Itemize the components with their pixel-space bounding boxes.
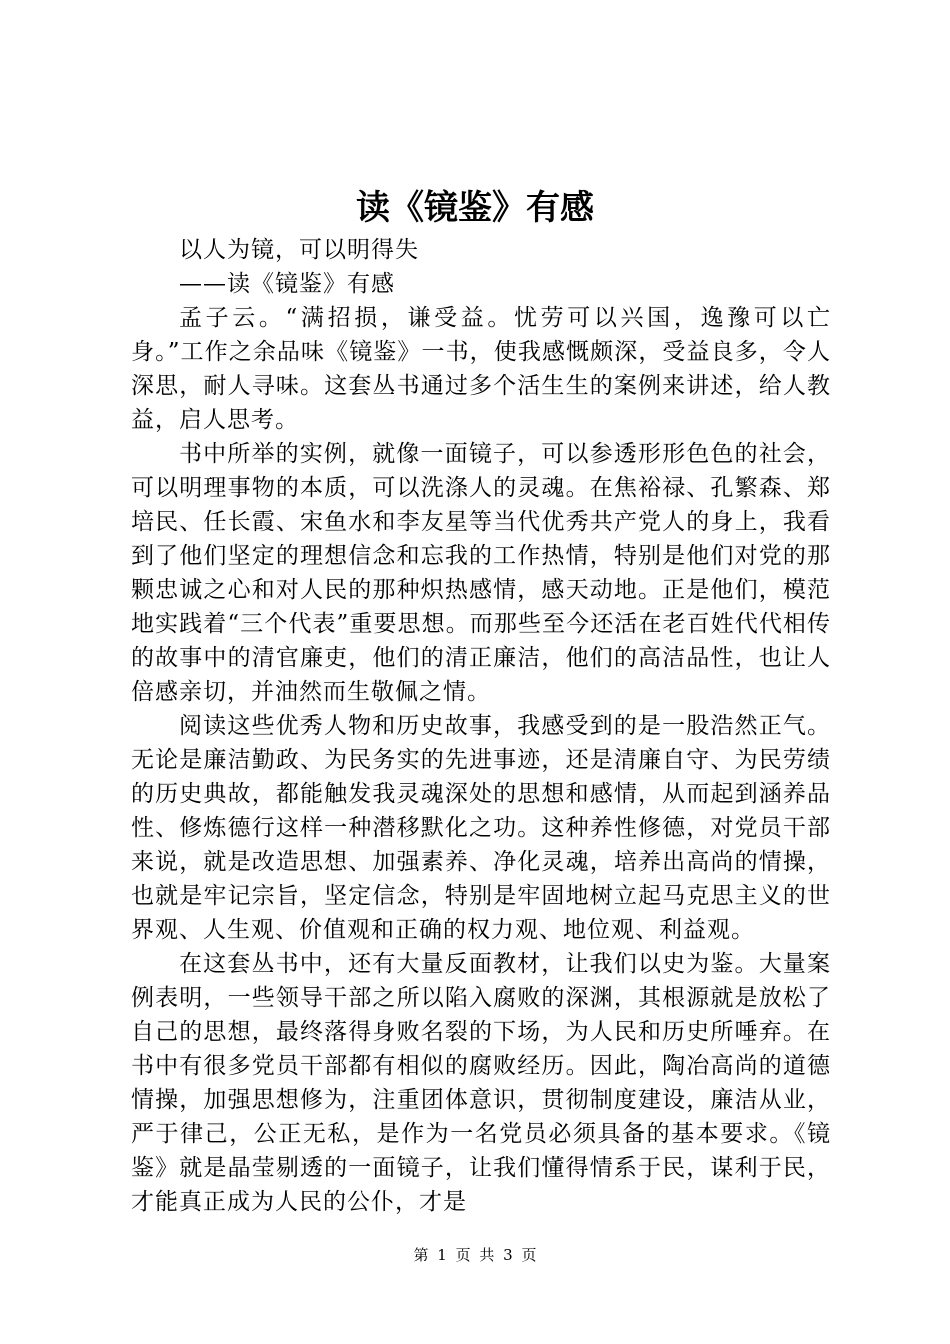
subtitle-line: 以人为镜，可以明得失 xyxy=(179,237,419,263)
paragraph: 孟子云。“满招损，谦受益。忧劳可以兴国，逸豫可以亡身。”工作之余品味《镜鉴》一书，使我感慨颇深，受益良多，令人深思，耐人寻味。这套丛书通过多个活生生的案例来讲述，给人教益，启人思考。 xyxy=(131,305,831,433)
document-body xyxy=(131,233,831,1215)
document-title: 读《镜鉴》有感 xyxy=(356,188,594,228)
page-footer: 第 1 页 共 3 页 xyxy=(413,1246,537,1264)
paragraph: 书中所举的实例，就像一面镜子，可以参透形形色色的社会，可以明理事物的本质，可以洗涤人的灵魂。在焦裕禄、孔繁森、郑培民、任长霞、宋鱼水和李友星等当代优秀共产党人的身上，我看到了他们坚定的理想信念和忘我的工作热情，特别是他们对党的那颗忠诚之心和对人民的那种炽热感情，感天动地。正是他们，模范地实践着“三个代表”重要思想。而那些至今还活在老百姓代代相传的故事中的清官廉吏，他们的清正廉洁，他们的高洁品性，也让人倍感亲切，并油然而生敬佩之情。 xyxy=(131,441,831,705)
paragraph: 阅读这些优秀人物和历史故事，我感受到的是一股浩然正气。无论是廉洁勤政、为民务实的先进事迹，还是清廉自守、为民劳绩的历史典故，都能触发我灵魂深处的思想和感情，从而起到涵养品性、修炼德行这样一种潜移默化之功。这种养性修德，对党员干部来说，就是改造思想、加强素养、净化灵魂，培养出高尚的情操，也就是牢记宗旨，坚定信念，特别是牢固地树立起马克思主义的世界观、人生观、价值观和正确的权力观、地位观、利益观。 xyxy=(131,713,831,943)
paragraph: 在这套丛书中，还有大量反面教材，让我们以史为鉴。大量案例表明，一些领导干部之所以陷入腐败的深渊，其根源就是放松了自己的思想，最终落得身败名裂的下场，为人民和历史所唾弃。在书中有很多党员干部都有相似的腐败经历。因此，陶冶高尚的道德情操，加强思想修为，注重团体意识，贯彻制度建设，廉洁从业，严于律己，公正无私，是作为一名党员必须具备的基本要求。《镜鉴》就是晶莹剔透的一面镜子，让我们懂得情系于民，谋利于民，才能真正成为人民的公仆，才是 xyxy=(131,951,831,1215)
subtitle-byline: ——读《镜鉴》有感 xyxy=(179,271,395,297)
